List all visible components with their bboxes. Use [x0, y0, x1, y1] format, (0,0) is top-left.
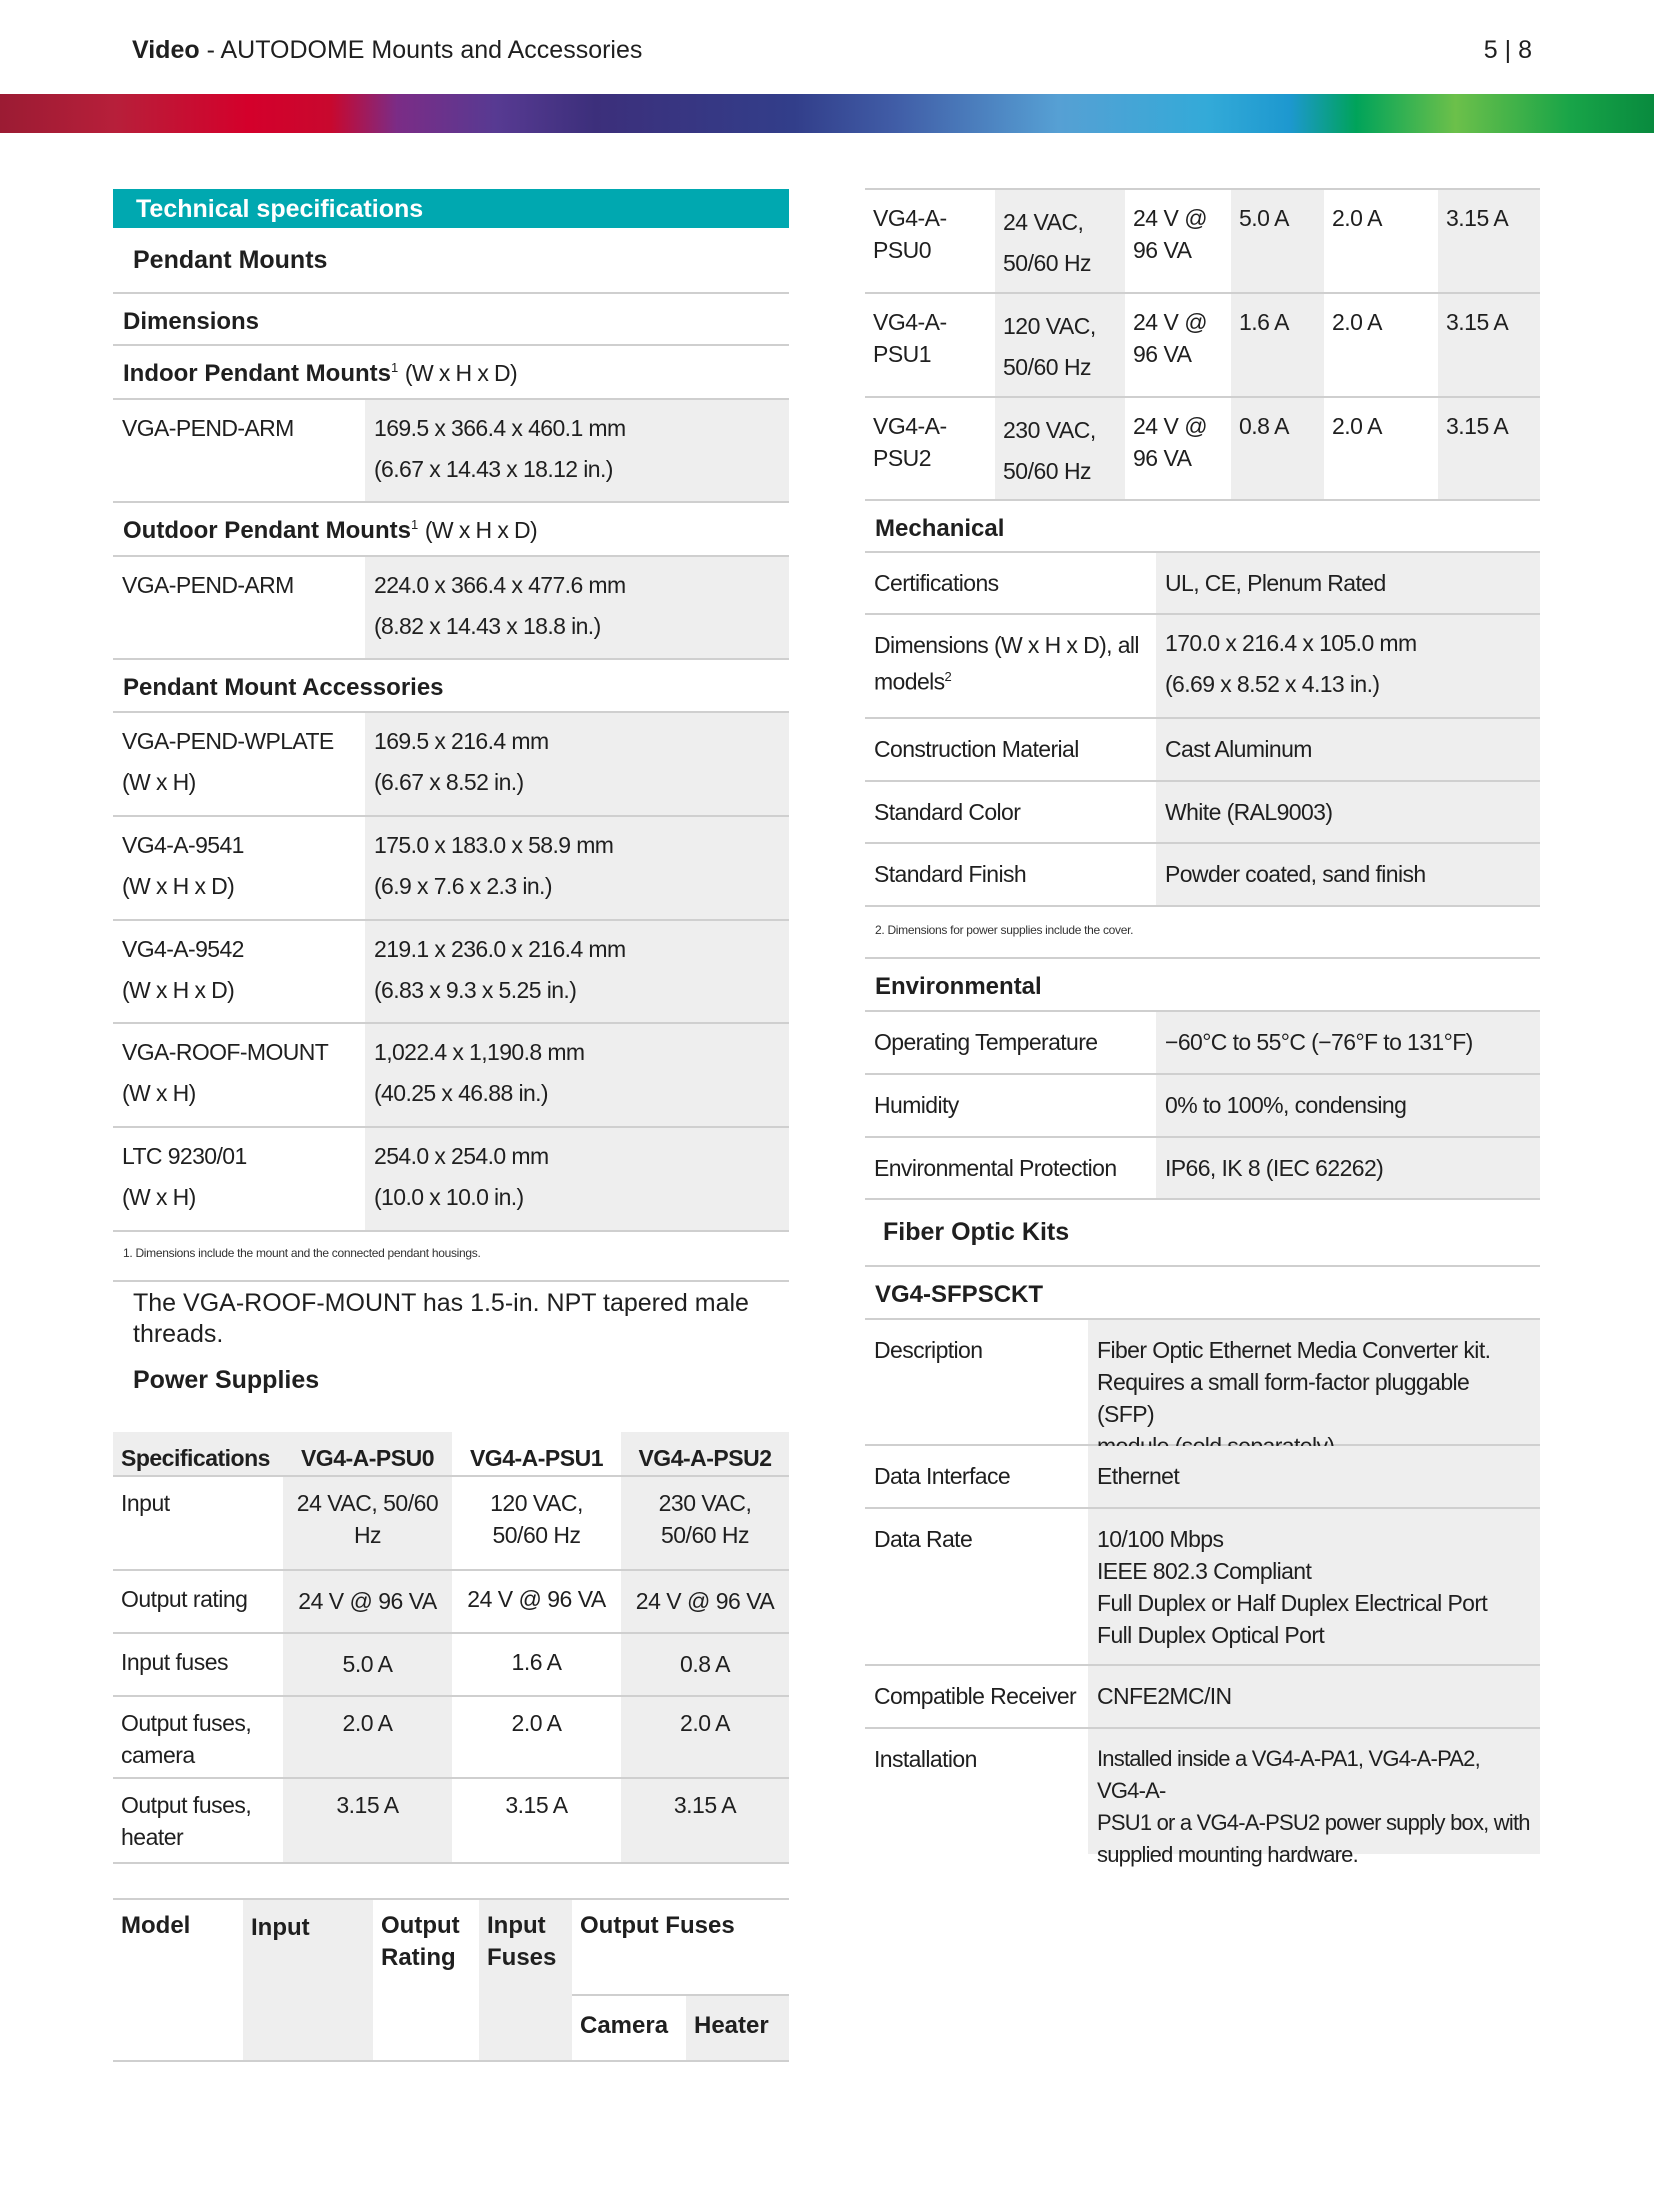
row-value: [1088, 1666, 1540, 1727]
spec-row: [865, 844, 1540, 907]
table-cell: 1.6 A: [1231, 294, 1324, 396]
row-key: [113, 713, 365, 815]
table-header: Input Fuses: [479, 1900, 572, 1994]
document-title: [132, 36, 642, 65]
row-key: Standard Finish: [874, 861, 1027, 887]
table-cell: Output fuses, heater: [121, 1792, 252, 1850]
table-cell: 230 VAC, 50/60 Hz: [995, 398, 1125, 499]
table-header: Camera: [580, 2012, 669, 2039]
value-metric: 219.1 x 236.0 x 216.4 mm: [374, 936, 626, 962]
row-value: [365, 713, 789, 815]
key-sup: 2: [944, 669, 952, 684]
row-value: [1088, 1729, 1540, 1867]
table-cell: 5.0 A: [1231, 190, 1324, 292]
row-value: Powder coated, sand finish: [1156, 844, 1540, 905]
row-key: Standard Color: [874, 799, 1021, 825]
row-key: Data Interface: [874, 1463, 1011, 1489]
value-metric: 254.0 x 254.0 mm: [374, 1143, 549, 1169]
key-model: VGA-ROOF-MOUNT: [122, 1039, 329, 1065]
table-cell: 1.6 A: [511, 1649, 562, 1675]
table-cell: 24 V @ 96 VA: [1133, 205, 1208, 263]
environmental-heading: [865, 959, 1540, 1012]
table-cell: 24 V @ 96 VA: [1133, 413, 1208, 471]
row-key: [113, 1024, 365, 1126]
table-cell: 24 V @ 96 VA: [283, 1571, 452, 1632]
color-band: [0, 94, 1654, 133]
table-cell: 2.0 A: [283, 1697, 452, 1777]
table-cell: Output fuses, camera: [121, 1710, 252, 1768]
row-key: Data Rate: [874, 1526, 973, 1552]
model-table: [113, 1898, 789, 2062]
page-number: 5 | 8: [1483, 36, 1532, 64]
row-value: −60°C to 55°C (−76°F to 131°F): [1156, 1012, 1540, 1073]
section-title: Technical specifications: [113, 189, 789, 228]
value-metric: 1,022.4 x 1,190.8 mm: [374, 1039, 585, 1065]
row-value: [1088, 1446, 1540, 1507]
value-line: supplied mounting hardware.: [1097, 1842, 1358, 1867]
mechanical-heading: [865, 501, 1540, 553]
table-cell: 24 V @ 96 VA: [1133, 309, 1208, 367]
spec-row: [865, 1012, 1540, 1075]
value-metric: 224.0 x 366.4 x 477.6 mm: [374, 572, 626, 598]
spec-row: [865, 1138, 1540, 1200]
table-cell: 3.15 A: [1438, 294, 1540, 396]
row-key: [865, 615, 1156, 717]
page-header: [132, 36, 1532, 70]
row-key: VGA-PEND-ARM: [122, 415, 294, 441]
row-value: [365, 400, 789, 501]
key-dims: (W x H x D): [122, 977, 235, 1003]
table-cell: 3.15 A: [621, 1779, 789, 1862]
table-cell: 5.0 A: [283, 1634, 452, 1695]
accessory-row: [113, 1024, 789, 1128]
row-value: [1088, 1320, 1540, 1444]
psu-table: [865, 188, 1540, 501]
row-key: [113, 817, 365, 919]
value-line: Ethernet: [1097, 1463, 1180, 1489]
accessory-row: [113, 1128, 789, 1232]
outdoor-title: Outdoor Pendant Mounts: [123, 517, 411, 544]
value-metric: 169.5 x 216.4 mm: [374, 728, 549, 754]
table-cell: 120 VAC, 50/60 Hz: [995, 294, 1125, 396]
table-cell: 230 VAC, 50/60 Hz: [621, 1477, 789, 1569]
value-line: Full Duplex or Half Duplex Electrical Port: [1097, 1590, 1488, 1616]
value-imperial: (6.69 x 8.52 x 4.13 in.): [1165, 671, 1380, 697]
footnote: 1. Dimensions include the mount and the connected pendant housings.: [113, 1242, 789, 1282]
row-key: Installation: [874, 1746, 977, 1772]
table-cell: 2.0 A: [1332, 413, 1382, 439]
table-cell: [243, 1994, 373, 2060]
spec-row: [865, 553, 1540, 615]
row-value: [365, 817, 789, 919]
row-key: Environmental Protection: [874, 1155, 1117, 1181]
key-dims: (W x H): [122, 1184, 196, 1210]
row-value: 0% to 100%, condensing: [1156, 1075, 1540, 1136]
row-key: Operating Temperature: [874, 1029, 1098, 1055]
spec-row: [865, 1075, 1540, 1138]
footnote: 2. Dimensions for power supplies include the cover.: [865, 907, 1540, 959]
value-line: Installed inside a VG4-A-PA1, VG4-A-PA2, VG4-A-: [1097, 1746, 1480, 1803]
row-key: Construction Material: [874, 736, 1079, 762]
accessory-row: [113, 713, 789, 817]
outdoor-heading: [113, 503, 789, 557]
key-dims: (W x H): [122, 1080, 196, 1106]
spec-row: [865, 1509, 1540, 1666]
indoor-dims: (W x H x D): [404, 360, 518, 386]
indoor-sup: 1: [390, 360, 399, 375]
value-line: PSU1 or a VG4-A-PSU2 power supply box, with: [1097, 1810, 1530, 1835]
value-line: Requires a small form-factor pluggable (SFP): [1097, 1369, 1470, 1427]
table-cell: 24 V @ 96 VA: [467, 1586, 606, 1612]
spec-row: [865, 1320, 1540, 1446]
row-value: Cast Aluminum: [1156, 719, 1540, 780]
key-dims: (W x H x D): [122, 873, 235, 899]
table-cell: 120 VAC, 50/60 Hz: [490, 1490, 583, 1548]
table-cell: VG4-A-PSU1: [873, 309, 947, 367]
row-value: UL, CE, Plenum Rated: [1156, 553, 1540, 613]
spec-row: [865, 615, 1540, 719]
spec-row: [865, 719, 1540, 782]
table-header: Output Rating: [381, 1912, 460, 1971]
table-header: Output Fuses: [580, 1912, 735, 1939]
dimensions-heading: [113, 294, 789, 346]
row-key: Humidity: [874, 1092, 959, 1118]
table-cell: 3.15 A: [1438, 398, 1540, 499]
key-model: VG4-A-9542: [122, 936, 244, 962]
key-text: Dimensions (W x H x D), all models: [874, 632, 1139, 695]
power-table: [113, 1432, 789, 1864]
table-header: VG4-A-PSU1: [469, 1445, 604, 1471]
indoor-heading: [113, 346, 789, 400]
value-imperial: (40.25 x 46.88 in.): [374, 1080, 548, 1106]
value-imperial: (6.9 x 7.6 x 2.3 in.): [374, 873, 552, 899]
spec-row: [865, 1666, 1540, 1729]
row-value: White (RAL9003): [1156, 782, 1540, 842]
table-cell: 24 VAC, 50/60 Hz: [995, 190, 1125, 292]
row-key: Description: [874, 1337, 983, 1363]
accessories-title: Pendant Mount Accessories: [123, 674, 444, 701]
spec-row: [865, 1729, 1540, 1867]
value-metric: 169.5 x 366.4 x 460.1 mm: [374, 415, 626, 441]
value-imperial: (6.67 x 14.43 x 18.12 in.): [374, 456, 613, 482]
accessory-row: [113, 817, 789, 921]
pendant-heading: Pendant Mounts: [133, 246, 328, 274]
row-key: VGA-PEND-ARM: [122, 572, 294, 598]
row-value: [365, 557, 789, 658]
value-line: Fiber Optic Ethernet Media Converter kit.: [1097, 1337, 1491, 1363]
spec-row: [865, 782, 1540, 844]
outdoor-sup: 1: [410, 517, 419, 532]
value-metric: 170.0 x 216.4 x 105.0 mm: [1165, 630, 1417, 656]
table-cell: VG4-A-PSU2: [873, 413, 947, 471]
divider: [113, 1862, 789, 1864]
table-cell: Output rating: [121, 1586, 248, 1612]
table-cell: 24 V @ 96 VA: [621, 1571, 789, 1632]
accessories-heading: [113, 660, 789, 713]
row-value: [365, 1128, 789, 1230]
header-section: Video: [132, 36, 200, 64]
power-heading: Power Supplies: [133, 1366, 320, 1394]
outdoor-dims: (W x H x D): [424, 517, 538, 543]
key-model: VGA-PEND-WPLATE: [122, 728, 334, 754]
row-value: [365, 1024, 789, 1126]
value-imperial: (6.67 x 8.52 in.): [374, 769, 524, 795]
table-cell: 2.0 A: [621, 1697, 789, 1777]
roof-note: The VGA-ROOF-MOUNT has 1.5-in. NPT tapered male threads.: [133, 1289, 749, 1348]
row-key: [113, 921, 365, 1022]
row-key: Compatible Receiver: [874, 1683, 1077, 1709]
dimensions-heading-text: Dimensions: [123, 308, 260, 335]
table-cell: [479, 1994, 572, 2060]
table-header: VG4-A-PSU0: [283, 1432, 452, 1475]
sfp-heading: [865, 1267, 1540, 1320]
value-imperial: (6.83 x 9.3 x 5.25 in.): [374, 977, 577, 1003]
value-line: 10/100 Mbps: [1097, 1526, 1224, 1552]
environmental-title: Environmental: [875, 973, 1042, 1000]
key-model: LTC 9230/01: [122, 1143, 247, 1169]
table-header: Input: [243, 1900, 373, 1994]
row-key: Certifications: [874, 570, 999, 596]
row-value: [1156, 615, 1540, 717]
row-value: [1088, 1509, 1540, 1664]
table-cell: Input: [121, 1490, 170, 1516]
table-cell: 0.8 A: [621, 1634, 789, 1695]
divider: [113, 2060, 789, 2062]
table-cell: Input fuses: [121, 1649, 229, 1675]
table-header: Model: [121, 1912, 191, 1939]
table-cell: 2.0 A: [1332, 205, 1382, 231]
table-cell: 3.15 A: [1438, 190, 1540, 292]
table-cell: VG4-A-PSU0: [873, 205, 947, 263]
table-cell: 0.8 A: [1231, 398, 1324, 499]
mechanical-title: Mechanical: [875, 515, 1005, 542]
accessory-row: [113, 921, 789, 1024]
table-header: Heater: [686, 1996, 789, 2060]
indoor-title: Indoor Pendant Mounts: [123, 360, 391, 387]
spec-row: [865, 1446, 1540, 1509]
table-header: Specifications: [113, 1432, 283, 1475]
sfp-title: VG4-SFPSCKT: [875, 1281, 1044, 1308]
row-value: IP66, IK 8 (IEC 62262): [1156, 1138, 1540, 1198]
key-dims: (W x H): [122, 769, 196, 795]
value-line: IEEE 802.3 Compliant: [1097, 1558, 1312, 1584]
table-cell: 24 VAC, 50/60 Hz: [283, 1477, 452, 1569]
value-metric: 175.0 x 183.0 x 58.9 mm: [374, 832, 614, 858]
value-imperial: (10.0 x 10.0 in.): [374, 1184, 524, 1210]
row-value: [365, 921, 789, 1022]
fiber-heading: Fiber Optic Kits: [883, 1218, 1070, 1246]
table-cell: 3.15 A: [505, 1792, 568, 1818]
value-line: Full Duplex Optical Port: [1097, 1622, 1325, 1648]
table-cell: 2.0 A: [511, 1710, 562, 1736]
table-header: VG4-A-PSU2: [621, 1432, 789, 1475]
value-line: CNFE2MC/IN: [1097, 1683, 1232, 1709]
row-key: [113, 1128, 365, 1230]
outdoor-row: [113, 557, 789, 660]
header-separator: -: [199, 36, 221, 64]
table-cell: 3.15 A: [283, 1779, 452, 1862]
value-imperial: (8.82 x 14.43 x 18.8 in.): [374, 613, 601, 639]
indoor-row: [113, 400, 789, 503]
key-model: VG4-A-9541: [122, 832, 244, 858]
header-subtitle: AUTODOME Mounts and Accessories: [220, 36, 643, 64]
table-cell: 2.0 A: [1332, 309, 1382, 335]
